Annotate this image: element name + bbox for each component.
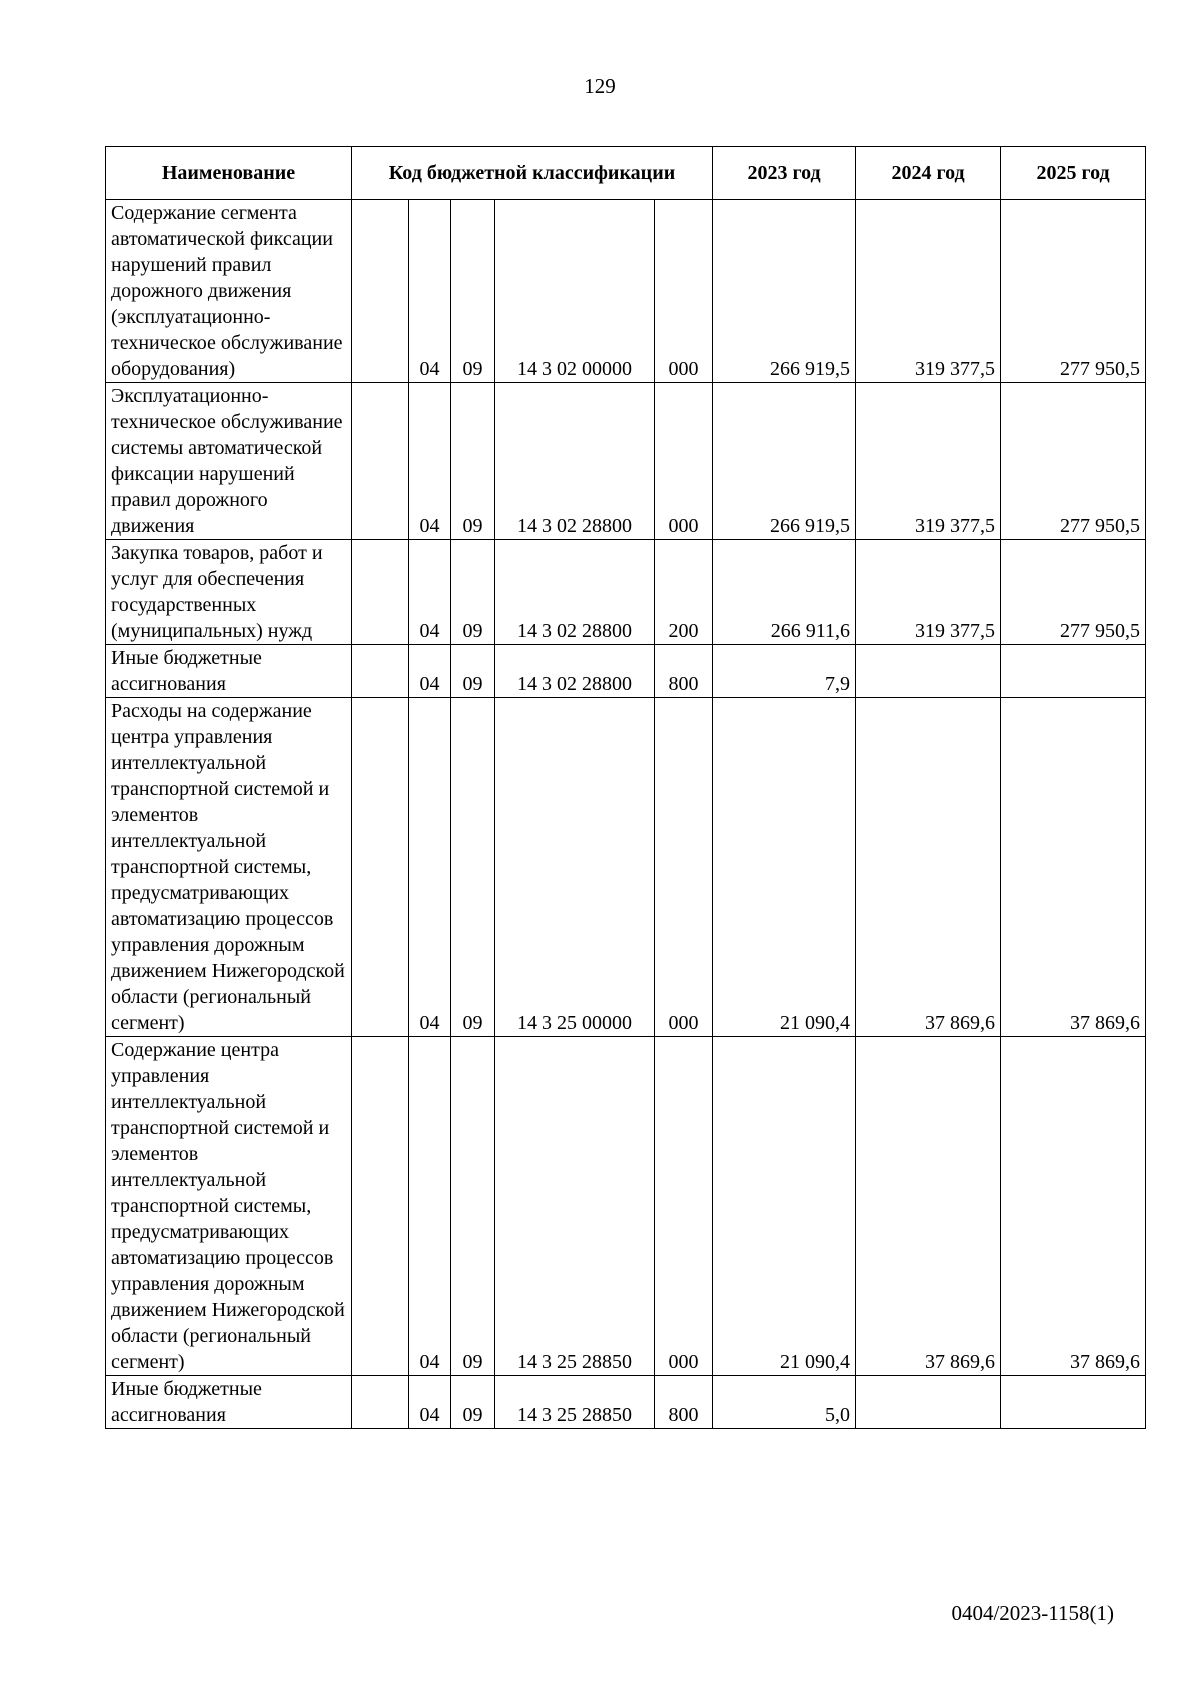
page-number: 129: [584, 74, 616, 98]
table-row: [106, 1376, 1146, 1429]
code-expense-type-cell: 000: [655, 1037, 713, 1376]
header-name: Наименование: [106, 147, 352, 200]
code-target-article-cell: 14 3 25 28850: [495, 1037, 655, 1376]
code-target-article-cell: 14 3 02 28800: [495, 645, 655, 698]
amount-2024-cell: [856, 645, 1001, 698]
amount-2024-cell: 37 869,6: [856, 1037, 1001, 1376]
code-subsection-cell: 09: [451, 698, 495, 1037]
amount-2025-cell: 277 950,5: [1001, 383, 1146, 540]
code-section-cell: 04: [409, 200, 451, 383]
row-name-cell: Эксплуатационно-техническое обслуживание системы автоматической фиксации нарушений правил дорожного движения: [106, 383, 352, 540]
code-target-article-cell: 14 3 25 00000: [495, 698, 655, 1037]
amount-2025-cell: [1001, 1376, 1146, 1429]
code-expense-type-cell: 000: [655, 200, 713, 383]
code-expense-type-cell: 800: [655, 645, 713, 698]
amount-2024-cell: [856, 1376, 1001, 1429]
document-number: 0404/2023-1158(1): [951, 1601, 1114, 1625]
code-section-cell: 04: [409, 540, 451, 645]
table-row: [106, 383, 1146, 540]
amount-2025-cell: [1001, 645, 1146, 698]
table-row: [106, 698, 1146, 1037]
code-blank-cell: [352, 200, 409, 383]
row-name-cell: Содержание центра управления интеллектуальной транспортной системой и элементов интеллектуальной транспортной системы, предусматривающих автоматизацию процессов управления дорожным движением Нижегородской области (региональный сегмент): [106, 1037, 352, 1376]
amount-2023-cell: 5,0: [713, 1376, 856, 1429]
amount-2023-cell: 7,9: [713, 645, 856, 698]
code-blank-cell: [352, 698, 409, 1037]
code-section-cell: 04: [409, 645, 451, 698]
amount-2023-cell: 266 911,6: [713, 540, 856, 645]
code-target-article-cell: 14 3 02 00000: [495, 200, 655, 383]
row-name-cell: Иные бюджетные ассигнования: [106, 645, 352, 698]
code-subsection-cell: 09: [451, 540, 495, 645]
code-target-article-cell: 14 3 02 28800: [495, 540, 655, 645]
code-target-article-cell: 14 3 02 28800: [495, 383, 655, 540]
table-row: [106, 645, 1146, 698]
code-expense-type-cell: 800: [655, 1376, 713, 1429]
amount-2023-cell: 266 919,5: [713, 200, 856, 383]
code-blank-cell: [352, 383, 409, 540]
row-name-cell: Расходы на содержание центра управления интеллектуальной транспортной системой и элементов интеллектуальной транспортной системы, предусматривающих автоматизацию процессов управления дорожным движением Нижегородской области (региональный сегмент): [106, 698, 352, 1037]
row-name-cell: Иные бюджетные ассигнования: [106, 1376, 352, 1429]
code-blank-cell: [352, 645, 409, 698]
code-expense-type-cell: 000: [655, 698, 713, 1037]
table-row: [106, 540, 1146, 645]
budget-table: [105, 146, 1146, 1429]
code-section-cell: 04: [409, 698, 451, 1037]
code-section-cell: 04: [409, 1037, 451, 1376]
header-2024: 2024 год: [856, 147, 1001, 200]
code-subsection-cell: 09: [451, 383, 495, 540]
amount-2024-cell: 37 869,6: [856, 698, 1001, 1037]
table-row: [106, 200, 1146, 383]
code-subsection-cell: 09: [451, 200, 495, 383]
code-subsection-cell: 09: [451, 1376, 495, 1429]
amount-2023-cell: 266 919,5: [713, 383, 856, 540]
code-expense-type-cell: 200: [655, 540, 713, 645]
amount-2025-cell: 37 869,6: [1001, 698, 1146, 1037]
code-subsection-cell: 09: [451, 1037, 495, 1376]
table-row: [106, 1037, 1146, 1376]
amount-2025-cell: 37 869,6: [1001, 1037, 1146, 1376]
table-header-row: [106, 147, 1146, 200]
code-expense-type-cell: 000: [655, 383, 713, 540]
table-body: [106, 200, 1146, 1429]
code-section-cell: 04: [409, 1376, 451, 1429]
header-2025: 2025 год: [1001, 147, 1146, 200]
header-code: Код бюджетной классификации: [352, 147, 713, 200]
amount-2024-cell: 319 377,5: [856, 540, 1001, 645]
amount-2023-cell: 21 090,4: [713, 1037, 856, 1376]
code-blank-cell: [352, 1037, 409, 1376]
amount-2025-cell: 277 950,5: [1001, 200, 1146, 383]
row-name-cell: Содержание сегмента автоматической фиксации нарушений правил дорожного движения (эксплуатационно-техническое обслуживание оборудования): [106, 200, 352, 383]
amount-2025-cell: 277 950,5: [1001, 540, 1146, 645]
code-target-article-cell: 14 3 25 28850: [495, 1376, 655, 1429]
header-2023: 2023 год: [713, 147, 856, 200]
code-section-cell: 04: [409, 383, 451, 540]
code-blank-cell: [352, 1376, 409, 1429]
row-name-cell: Закупка товаров, работ и услуг для обеспечения государственных (муниципальных) нужд: [106, 540, 352, 645]
amount-2023-cell: 21 090,4: [713, 698, 856, 1037]
code-blank-cell: [352, 540, 409, 645]
amount-2024-cell: 319 377,5: [856, 383, 1001, 540]
code-subsection-cell: 09: [451, 645, 495, 698]
amount-2024-cell: 319 377,5: [856, 200, 1001, 383]
